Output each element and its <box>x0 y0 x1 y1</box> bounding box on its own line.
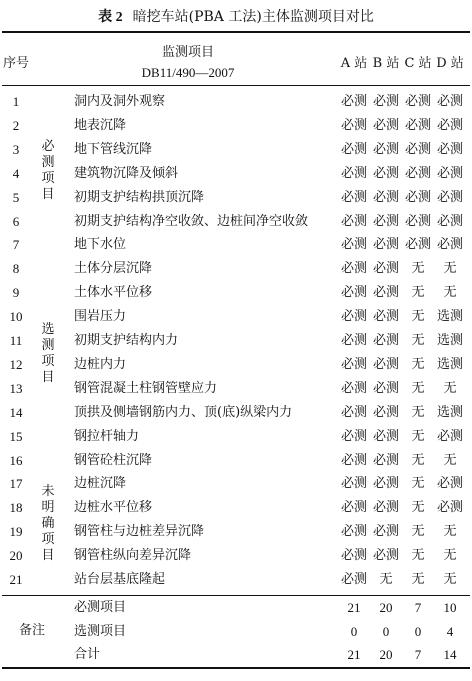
row-item: 边桩沉降 <box>74 476 127 492</box>
row-item: 钢管混凝土柱钢管壁应力 <box>74 380 218 396</box>
row-item: 洞内及洞外观察 <box>74 94 166 109</box>
row-item: 初期支护结构净空收敛、边桩间净空收敛 <box>74 213 309 229</box>
group-label-required <box>40 139 56 203</box>
row-station-c: 无 <box>411 500 425 516</box>
header-station-a: A 站 <box>340 56 368 71</box>
row-station-d: 选测 <box>436 309 464 325</box>
row-station-d: 无 <box>443 380 457 396</box>
row-station-c: 无 <box>411 333 425 348</box>
row-number: 4 <box>12 165 20 181</box>
row-station-d: 无 <box>443 285 457 301</box>
row-station-b: 必测 <box>372 141 400 157</box>
remarks-item: 必测项目 <box>74 600 127 615</box>
row-station-a: 必测 <box>340 189 368 205</box>
remarks-count-a: 21 <box>347 600 361 615</box>
group-label-char: 明 <box>41 500 55 515</box>
row-item: 边桩水平位移 <box>74 500 153 516</box>
row-number: 15 <box>9 428 23 444</box>
row-item: 钢管柱纵向差异沉降 <box>74 548 192 564</box>
group-label-char: 未 <box>41 484 55 499</box>
group-label-unspecified <box>40 484 56 564</box>
group-label-char: 项 <box>41 171 55 186</box>
row-item: 站台层基底隆起 <box>74 572 166 587</box>
row-station-a: 必测 <box>340 572 368 587</box>
row-number: 19 <box>9 524 23 540</box>
header-no: 序号 <box>2 56 30 71</box>
row-station-d: 选测 <box>436 356 464 372</box>
group-label-char: 选 <box>41 322 55 337</box>
row-item: 钢管柱与边桩差异沉降 <box>74 524 205 540</box>
row-station-b: 必测 <box>372 476 400 492</box>
bottom-rule <box>2 667 470 669</box>
row-station-d: 必测 <box>436 428 464 444</box>
row-station-a: 必测 <box>340 141 368 157</box>
remarks-rule <box>2 595 470 596</box>
row-item: 地表沉降 <box>74 117 127 133</box>
row-number: 6 <box>12 213 20 229</box>
row-item: 初期支护结构拱顶沉降 <box>74 189 205 205</box>
group-label-char: 目 <box>41 370 55 385</box>
remarks-count-a: 21 <box>347 647 361 662</box>
header-station-c: C 站 <box>404 56 432 71</box>
row-station-d: 无 <box>443 524 457 540</box>
row-station-d: 无 <box>443 572 457 587</box>
row-station-d: 选测 <box>436 404 464 420</box>
row-number: 20 <box>9 548 23 564</box>
row-station-a: 必测 <box>340 94 368 109</box>
row-station-c: 无 <box>411 404 425 420</box>
row-station-d: 必测 <box>436 237 464 253</box>
group-label-char: 必 <box>41 139 55 154</box>
group-label-optional <box>40 322 56 386</box>
row-station-c: 无 <box>411 285 425 301</box>
row-station-a: 必测 <box>340 404 368 420</box>
row-station-c: 无 <box>411 548 425 564</box>
row-station-c: 无 <box>411 452 425 468</box>
remarks-count-b: 0 <box>382 623 390 639</box>
row-number: 21 <box>9 572 23 587</box>
remarks-count-b: 20 <box>379 600 393 615</box>
row-station-d: 必测 <box>436 117 464 133</box>
row-station-c: 必测 <box>404 213 432 229</box>
row-number: 11 <box>9 333 23 348</box>
remarks-count-b: 20 <box>379 647 393 662</box>
group-label-char: 目 <box>41 187 55 202</box>
row-station-a: 必测 <box>340 285 368 301</box>
group-label-char: 项 <box>41 532 55 547</box>
row-item: 顶拱及侧墙钢筋内力、顶(底)纵梁内力 <box>74 404 293 420</box>
row-station-c: 必测 <box>404 165 432 181</box>
row-station-b: 必测 <box>372 189 400 205</box>
row-number: 3 <box>12 141 20 157</box>
row-station-c: 必测 <box>404 94 432 109</box>
row-station-c: 无 <box>411 428 425 444</box>
row-number: 18 <box>9 500 23 516</box>
row-station-b: 必测 <box>372 117 400 133</box>
row-station-b: 必测 <box>372 404 400 420</box>
row-station-a: 必测 <box>340 117 368 133</box>
row-station-d: 选测 <box>436 333 464 348</box>
table-number: 表 2 <box>98 10 123 25</box>
row-station-c: 无 <box>411 572 425 587</box>
row-item: 钢拉杆轴力 <box>74 428 140 444</box>
group-label-char: 测 <box>41 155 55 170</box>
row-item: 钢管砼柱沉降 <box>74 452 153 468</box>
row-number: 17 <box>9 476 23 492</box>
header-item-line1: 监测项目 <box>161 45 215 60</box>
row-station-d: 必测 <box>436 189 464 205</box>
row-station-b: 必测 <box>372 524 400 540</box>
row-station-a: 必测 <box>340 380 368 396</box>
remarks-count-d: 4 <box>446 623 454 639</box>
row-number: 16 <box>9 452 23 468</box>
row-number: 12 <box>9 356 23 372</box>
remarks-item: 合计 <box>74 647 101 662</box>
row-station-c: 必测 <box>404 141 432 157</box>
header-rule <box>2 85 470 86</box>
row-station-d: 必测 <box>436 141 464 157</box>
row-station-a: 必测 <box>340 524 368 540</box>
row-number: 7 <box>12 237 20 253</box>
row-station-d: 必测 <box>436 213 464 229</box>
row-station-c: 必测 <box>404 237 432 253</box>
row-item: 围岩压力 <box>74 309 127 325</box>
group-label-char: 目 <box>41 548 55 563</box>
row-station-a: 必测 <box>340 237 368 253</box>
row-number: 14 <box>9 404 23 420</box>
remarks-count-d: 14 <box>443 647 457 662</box>
remarks-count-c: 7 <box>414 600 422 615</box>
row-station-a: 必测 <box>340 452 368 468</box>
row-station-a: 必测 <box>340 500 368 516</box>
row-station-d: 必测 <box>436 94 464 109</box>
row-station-c: 必测 <box>404 189 432 205</box>
row-number: 8 <box>12 261 20 277</box>
row-station-d: 无 <box>443 452 457 468</box>
header-station-b: B 站 <box>372 56 400 71</box>
row-station-b: 必测 <box>372 356 400 372</box>
row-station-c: 无 <box>411 309 425 325</box>
row-number: 2 <box>12 117 20 133</box>
row-station-c: 无 <box>411 476 425 492</box>
row-number: 1 <box>12 94 20 109</box>
row-station-b: 必测 <box>372 165 400 181</box>
row-station-b: 必测 <box>372 500 400 516</box>
group-label-char: 确 <box>41 516 55 531</box>
row-number: 5 <box>12 189 20 205</box>
row-station-a: 必测 <box>340 548 368 564</box>
row-item: 初期支护结构内力 <box>74 333 179 348</box>
row-number: 13 <box>9 380 23 396</box>
row-station-a: 必测 <box>340 213 368 229</box>
remarks-label: 备注 <box>18 623 46 638</box>
header-station-d: D 站 <box>436 56 464 71</box>
row-station-b: 必测 <box>372 452 400 468</box>
row-station-b: 必测 <box>372 213 400 229</box>
row-station-d: 无 <box>443 261 457 277</box>
row-station-d: 无 <box>443 548 457 564</box>
row-station-a: 必测 <box>340 356 368 372</box>
row-item: 边桩内力 <box>74 356 127 372</box>
row-station-c: 无 <box>411 380 425 396</box>
row-station-a: 必测 <box>340 165 368 181</box>
row-station-b: 必测 <box>372 428 400 444</box>
row-station-b: 必测 <box>372 309 400 325</box>
row-item: 建筑物沉降及倾斜 <box>74 165 179 181</box>
remarks-count-c: 7 <box>414 647 422 662</box>
remarks-item: 选测项目 <box>74 623 127 639</box>
top-rule <box>2 31 470 33</box>
row-station-a: 必测 <box>340 309 368 325</box>
remarks-count-c: 0 <box>414 623 422 639</box>
table-caption <box>0 6 472 26</box>
row-station-b: 必测 <box>372 94 400 109</box>
row-item: 土体分层沉降 <box>74 261 153 277</box>
row-station-a: 必测 <box>340 476 368 492</box>
row-station-a: 必测 <box>340 428 368 444</box>
row-station-a: 必测 <box>340 261 368 277</box>
row-number: 10 <box>9 309 23 325</box>
row-station-c: 无 <box>411 524 425 540</box>
row-station-d: 必测 <box>436 476 464 492</box>
row-station-b: 必测 <box>372 285 400 301</box>
row-item: 地下水位 <box>74 237 127 253</box>
row-station-d: 必测 <box>436 500 464 516</box>
row-station-b: 必测 <box>372 261 400 277</box>
group-label-char: 测 <box>41 338 55 353</box>
header-item-line2: DB11/490—2007 <box>141 65 235 80</box>
row-station-c: 必测 <box>404 117 432 133</box>
row-number: 9 <box>12 285 20 301</box>
row-station-b: 必测 <box>372 380 400 396</box>
row-station-c: 无 <box>411 261 425 277</box>
group-label-char: 项 <box>41 354 55 369</box>
row-station-c: 无 <box>411 356 425 372</box>
row-station-a: 必测 <box>340 333 368 348</box>
remarks-count-d: 10 <box>443 600 457 615</box>
table-title: 暗挖车站(PBA 工法)主体监测项目对比 <box>132 9 374 25</box>
row-station-b: 必测 <box>372 548 400 564</box>
row-station-d: 必测 <box>436 165 464 181</box>
row-station-b: 无 <box>379 572 393 587</box>
row-station-b: 必测 <box>372 333 400 348</box>
remarks-count-a: 0 <box>350 623 358 639</box>
row-item: 地下管线沉降 <box>74 141 153 157</box>
row-item: 土体水平位移 <box>74 285 153 301</box>
row-station-b: 必测 <box>372 237 400 253</box>
